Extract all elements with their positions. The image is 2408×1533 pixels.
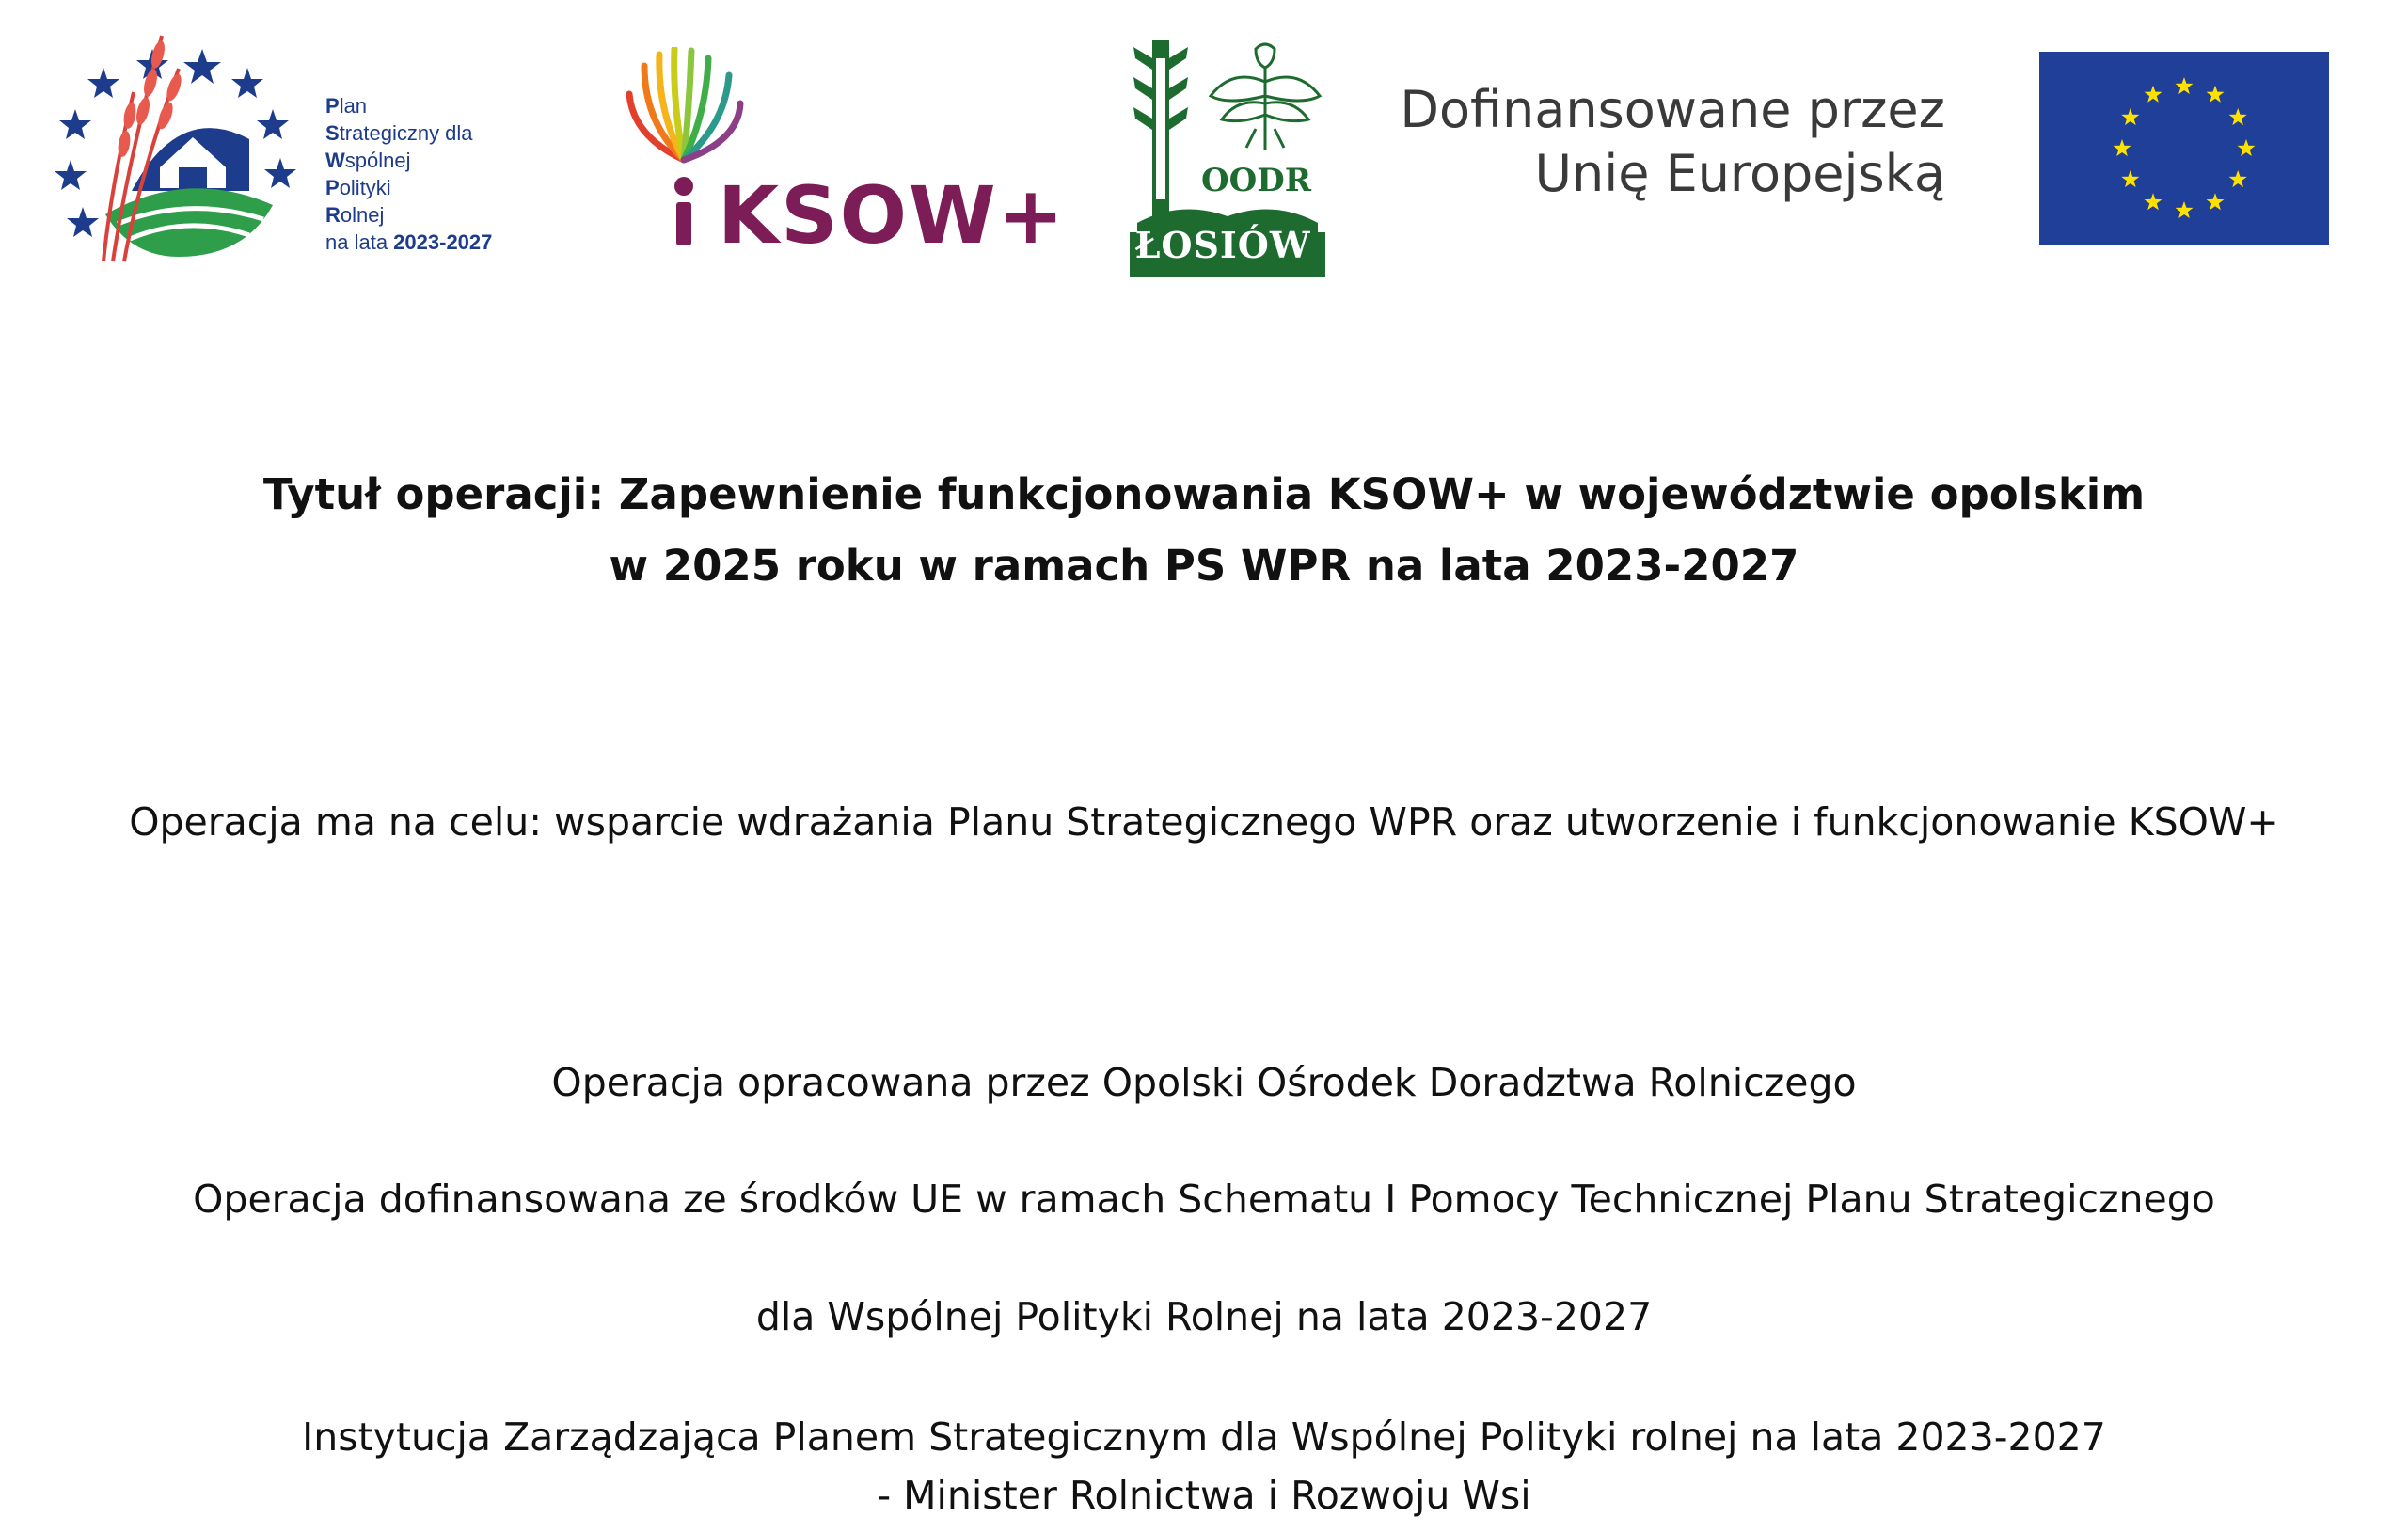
eu-text-line-2: Unię Europejską [1534,144,1945,203]
pswpr-line-1: Plan [325,94,368,118]
eu-cofunding-logo [1400,52,2380,249]
eu-star-icon [2121,170,2139,187]
ksow-logo-text: KSOW+ [718,169,1067,261]
odr-short-name: OODR [1201,162,1311,199]
operation-funding: Operacja dofinansowana ze środków UE w ramach Schematu I Pomocy Technicznej Planu Strategicznego [193,1177,2215,1222]
eu-star-icon [2238,139,2256,156]
eu-flag-icon [2039,52,2329,245]
eu-star-icon [2121,108,2139,125]
pswpr-logo-text [325,92,492,256]
eu-stars-icon [2039,52,2329,245]
operation-author: Operacja opracowana przez Opolski Ośrodek Doradztwa Rolniczego [551,1060,1857,1105]
managing-authority-line-1: Instytucja Zarządzająca Planem Strategicznym dla Wspólnej Polityki rolnej na lata 2023-2027 [302,1414,2106,1460]
eu-star-icon [2145,193,2162,210]
eu-star-icon [2114,139,2131,156]
eu-text-line-1: Dofinansowane przez [1400,80,1945,139]
pswpr-line-4: Polityki [325,176,391,199]
pswpr-line-6: na lata 2023-2027 [325,230,493,254]
logo-bar [0,0,2408,292]
pswpr-line-2: Strategiczny dla [325,121,473,145]
eu-star-icon [2229,170,2247,187]
pswpr-line-5: Rolnej [325,203,385,227]
pswpr-emblem-icon [47,26,320,271]
eu-star-icon [2176,201,2194,218]
eu-star-icon [2176,77,2194,94]
eu-star-icon [2229,108,2247,125]
operation-policy: dla Wspólnej Polityki Rolnej na lata 2023-2027 [755,1294,1653,1339]
operation-title [0,459,2408,602]
operation-title-line-2: w 2025 roku w ramach PS WPR na lata 2023-2027 [609,541,1799,591]
pswpr-line-3: Wspólnej [325,149,411,172]
eu-star-icon [2207,86,2225,103]
ksow-logo [616,47,1067,263]
eu-cofunding-text [1400,78,1945,206]
odr-losiow-logo [1124,30,1331,279]
eu-star-icon [2207,193,2225,210]
operation-goal: Operacja ma na celu: wsparcie wdrażania Planu Strategicznego WPR oraz utworzenie i funkcjonowanie KSOW+ [129,799,2279,845]
managing-authority [0,1408,2408,1525]
odr-place-name: ŁOSIÓW [1134,224,1311,266]
operation-title-line-1: Tytuł operacji: Zapewnienie funkcjonowania KSOW+ w województwie opolskim [262,469,2146,519]
eu-star-icon [2145,86,2162,103]
pswpr-logo [47,26,536,271]
managing-authority-line-2: - Minister Rolnictwa i Rozwoju Wsi [877,1473,1531,1518]
